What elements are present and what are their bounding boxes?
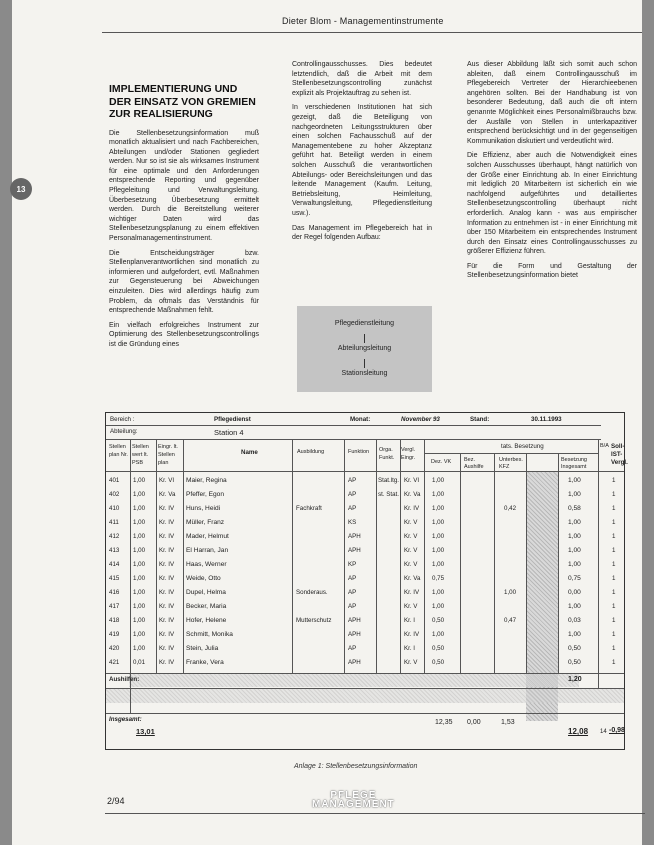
cell-name: Haas, Werner xyxy=(186,561,227,568)
cell-dez: 0,50 xyxy=(432,659,445,666)
cell-vergl: Kr. I xyxy=(404,617,416,624)
cell-name: Maier, Regina xyxy=(186,477,227,484)
cell-flag: 1 xyxy=(612,659,616,666)
diagram-connector xyxy=(364,359,365,368)
footer-rule xyxy=(105,813,645,814)
cell-name: Becker, Maria xyxy=(186,603,227,610)
cell-funkt: AP xyxy=(348,603,357,610)
monat-label: Monat: xyxy=(350,416,371,423)
cell-eingr: Kr. IV xyxy=(159,631,175,638)
cell-vergl: Kr. V xyxy=(404,603,418,610)
cell-vergl: Kr. V xyxy=(404,533,418,540)
cell-vergl: Kr. V xyxy=(404,519,418,526)
col-header-ausbildung: Ausbildung xyxy=(297,449,325,455)
cell-flag: 1 xyxy=(612,477,616,484)
cell-name: El Harran, Jan xyxy=(186,547,229,554)
cell-funkt: AP xyxy=(348,645,357,652)
abteilung-value: Station 4 xyxy=(214,428,244,437)
cell-flag: 1 xyxy=(612,603,616,610)
cell-eingr: Kr. IV xyxy=(159,589,175,596)
header-rule xyxy=(102,32,642,33)
cell-dez: 1,00 xyxy=(432,491,445,498)
cell-nr: 414 xyxy=(109,561,120,568)
cell-wert: 0,01 xyxy=(133,659,146,666)
cell-funkt: APH xyxy=(348,547,361,554)
cell-nr: 420 xyxy=(109,645,120,652)
cell-ins: 1,00 xyxy=(568,533,581,540)
cell-ins: 0,03 xyxy=(568,617,581,624)
cell-funkt: APH xyxy=(348,659,361,666)
col-header-orga: Orga. Funkt. xyxy=(379,447,395,461)
cell-funkt: APH xyxy=(348,533,361,540)
cell-vergl: Kr. VI xyxy=(404,477,420,484)
cell-unter: 0,42 xyxy=(504,505,517,512)
rule xyxy=(106,713,624,714)
insgesamt-label: Insgesamt: xyxy=(109,716,142,723)
stand-label: Stand: xyxy=(470,416,490,423)
cell-funkt: AP xyxy=(348,477,357,484)
cell-wert: 1,00 xyxy=(133,561,146,568)
cell-flag: 1 xyxy=(612,631,616,638)
cell-ins: 1,00 xyxy=(568,631,581,638)
cell-flag: 1 xyxy=(612,491,616,498)
table-row xyxy=(106,587,624,600)
col-header-vergl: Vergl. Eingr. xyxy=(401,447,416,461)
cell-dez: 1,00 xyxy=(432,477,445,484)
cell-vergl: Kr. I xyxy=(404,645,416,652)
col-header-flag: B/A xyxy=(600,443,609,449)
paragraph: Controllingausschusses. Dies bedeutet letztendlich, daß die Arbeit mit dem Stellenbesetzungscontrolling zunächst explizit als Projektauftrag zu sehen ist. xyxy=(292,61,432,97)
cell-eingr: Kr. IV xyxy=(159,519,175,526)
cell-name: Huns, Heidi xyxy=(186,505,221,512)
table-row xyxy=(106,601,624,614)
cell-wert: 1,00 xyxy=(133,477,146,484)
rule xyxy=(106,673,624,674)
insgesamt-stellenwert: 13,01 xyxy=(136,727,155,736)
stand-value: 30.11.1993 xyxy=(531,416,562,423)
cell-ins: 1,00 xyxy=(568,561,581,568)
cell-dez: 1,00 xyxy=(432,533,445,540)
figure-caption: Anlage 1: Stellenbesetzungsinformation xyxy=(294,763,418,770)
bereich-value: Pflegedienst xyxy=(214,416,251,423)
col-header-stellenplan: Stellen plan Nr. xyxy=(109,444,128,458)
cell-dez: 1,00 xyxy=(432,603,445,610)
sum-bez: 0,00 xyxy=(467,719,481,726)
cell-wert: 1,00 xyxy=(133,575,146,582)
diagram-node-bottom: Stationsleitung xyxy=(341,370,388,377)
aushilfen-value: 1,20 xyxy=(568,676,582,683)
column-2 xyxy=(292,60,432,248)
table-row xyxy=(106,503,624,516)
cell-wert: 1,00 xyxy=(133,533,146,540)
sub-header-insgesamt: Besetzung Insgesamt xyxy=(561,457,587,470)
cell-nr: 415 xyxy=(109,575,120,582)
shaded-aushilfen-row xyxy=(129,673,579,687)
cell-funkt: KP xyxy=(348,561,357,568)
cell-ins: 1,00 xyxy=(568,519,581,526)
monat-value: November 93 xyxy=(401,416,440,423)
sum-flag: 14 xyxy=(600,729,607,735)
col-header-besetzung: tats. Besetzung xyxy=(501,443,544,450)
table-row xyxy=(106,531,624,544)
cell-dez: 1,00 xyxy=(432,561,445,568)
paragraph: Das Management im Pflegebereich hat in der Regel folgenden Aufbau: xyxy=(292,224,432,242)
sum-dez: 12,35 xyxy=(435,719,453,726)
cell-ins: 1,00 xyxy=(568,477,581,484)
diagram-node-top: Pflegedienstleitung xyxy=(334,320,395,327)
cell-nr: 417 xyxy=(109,603,120,610)
cell-name: Mader, Helmut xyxy=(186,533,229,540)
cell-flag: 1 xyxy=(612,533,616,540)
cell-unter: 1,00 xyxy=(504,589,517,596)
sub-header-unter: Unterbes. KFZ xyxy=(499,457,523,470)
paragraph: Die Effizienz, aber auch die Notwendigkeit eines solchen Ausschusses überhaupt, hängt natürlich von der Größe einer Einrichtung ab. In einer Einrichtung mit lediglich 20 Mitarbeitern ist sicherlich ein wie nachfolgend aufgeführtes und detailliertes Stellenbesetzungscontrolling überhaupt nicht erforderlich. Analog kann - was aus empirischer Information zu entnehmen ist - in einer Einrichtung mit über 150 Mitarbeitern ein entsprechendes Instrument durch den Einsatz eines Controllingausschusses zu größerer Effizienz führen. xyxy=(467,152,637,256)
cell-flag: 1 xyxy=(612,561,616,568)
cell-ins: 1,00 xyxy=(568,491,581,498)
table-row xyxy=(106,629,624,642)
cell-flag: 1 xyxy=(612,505,616,512)
cell-nr: 402 xyxy=(109,491,120,498)
cell-eingr: Kr. IV xyxy=(159,645,175,652)
bereich-label: Bereich : xyxy=(110,416,135,423)
paragraph: Die Entscheidungsträger bzw. Stellenplanverantwortlichen sind monatlich zu informieren und aufgefordert, evtl. Maßnahmen zur Gegensteuerung bei Abweichungen einzuleiten. Dies wird allerdings häufig zum Problem, da oftmals das Verständnis für entsprechende Maßnahmen fehlt. xyxy=(109,249,259,315)
cell-ins: 0,50 xyxy=(568,659,581,666)
cell-flag: 1 xyxy=(612,589,616,596)
paragraph: Für die Form und Gestaltung der Stellenbesetzungsinformation bietet xyxy=(467,262,637,280)
cell-vergl: Kr. V xyxy=(404,659,418,666)
column-3 xyxy=(467,60,637,286)
cell-vergl: Kr. V xyxy=(404,547,418,554)
cell-eingr: Kr. VI xyxy=(159,477,175,484)
cell-wert: 1,00 xyxy=(133,491,146,498)
table-row xyxy=(106,643,624,656)
cell-funkt: AP xyxy=(348,491,357,498)
cell-vergl: Kr. Va xyxy=(404,575,421,582)
cell-name: Dupel, Helma xyxy=(186,589,226,596)
cell-ausb: Fachkraft xyxy=(296,505,322,512)
cell-orga: Stat.ltg. xyxy=(378,477,399,484)
folio: 2/94 xyxy=(107,796,125,806)
abteilung-label: Abteilung: xyxy=(110,428,138,435)
cell-eingr: Kr. IV xyxy=(159,659,175,666)
cell-dez: 1,00 xyxy=(432,631,445,638)
cell-nr: 418 xyxy=(109,617,120,624)
cell-vergl: Kr. V xyxy=(404,561,418,568)
cell-vergl: Kr. IV xyxy=(404,505,420,512)
cell-name: Müller, Franz xyxy=(186,519,225,526)
table-row xyxy=(106,475,624,488)
table-row xyxy=(106,559,624,572)
diagram-node-mid: Abteilungsleitung xyxy=(337,345,392,352)
logo-line-2: MANAGEMENT xyxy=(312,799,395,810)
cell-wert: 1,00 xyxy=(133,645,146,652)
running-head: Dieter Blom - Managementinstrumente xyxy=(282,16,444,26)
cell-vergl: Kr. IV xyxy=(404,589,420,596)
cell-unter: 0,47 xyxy=(504,617,517,624)
table-row xyxy=(106,517,624,530)
paragraph: Die Stellenbesetzungsinformation muß monatlich aktualisiert und nach Fachbereichen, Abteilungen und/oder Stationen gegliedert werden. Nur so ist sie als wirksames Instrument für eine optimale und den Anforderungen entsprechende Reporting und gegenüber Pflegeleitung und Verwaltungsleitung. Überbesetzung Überbesetzung ermittelt werden. Durch die Bereitstellung weiterer wichtiger Daten wird das Stellenbesetzungsplanung zu einem effektiven Personalmanagementinstrument. xyxy=(109,129,259,243)
cell-wert: 1,00 xyxy=(133,589,146,596)
cell-flag: 1 xyxy=(612,547,616,554)
cell-eingr: Kr. IV xyxy=(159,617,175,624)
cell-ins: 0,50 xyxy=(568,645,581,652)
cell-name: Schmitt, Monika xyxy=(186,631,233,638)
cell-name: Franke, Vera xyxy=(186,659,224,666)
page-tab-marker: 13 xyxy=(10,178,32,200)
sub-header-bez: Bez. Aushilfe xyxy=(464,457,484,470)
cell-wert: 1,00 xyxy=(133,547,146,554)
cell-nr: 419 xyxy=(109,631,120,638)
rule xyxy=(424,453,598,454)
cell-ins: 0,58 xyxy=(568,505,581,512)
hierarchy-diagram xyxy=(297,306,432,392)
cell-flag: 1 xyxy=(612,645,616,652)
cell-dez: 1,00 xyxy=(432,505,445,512)
cell-funkt: AP xyxy=(348,589,357,596)
table-row xyxy=(106,615,624,628)
shaded-separator-row xyxy=(106,689,624,703)
journal-logo xyxy=(312,791,395,809)
cell-wert: 1,00 xyxy=(133,617,146,624)
cell-nr: 416 xyxy=(109,589,120,596)
col-header-eingruppierung: Eingr. lt. Stellen plan xyxy=(158,444,178,466)
rule xyxy=(106,425,601,426)
cell-eingr: Kr. IV xyxy=(159,575,175,582)
cell-wert: 1,00 xyxy=(133,631,146,638)
col-header-funktion: Funktion xyxy=(348,449,370,455)
cell-ausb: Sonderaus. xyxy=(296,589,328,596)
cell-nr: 411 xyxy=(109,519,119,526)
cell-funkt: APH xyxy=(348,617,361,624)
cell-funkt: KS xyxy=(348,519,357,526)
table-row xyxy=(106,489,624,502)
cell-funkt: AP xyxy=(348,505,357,512)
cell-eingr: Kr. IV xyxy=(159,505,175,512)
paragraph: Ein vielfach erfolgreiches Instrument zur Optimierung des Stellenbesetzungscontrollings ist die Gründung eines xyxy=(109,321,259,348)
col-header-name: Name xyxy=(241,449,258,456)
cell-name: Stein, Julia xyxy=(186,645,219,652)
cell-flag: 1 xyxy=(612,519,616,526)
cell-name: Weide, Otto xyxy=(186,575,221,582)
cell-funkt: APH xyxy=(348,631,361,638)
cell-ins: 1,00 xyxy=(568,603,581,610)
cell-ausb: Mutterschutz xyxy=(296,617,332,624)
aushilfen-label: Aushilfen: xyxy=(109,676,140,683)
cell-dez: 0,50 xyxy=(432,617,445,624)
cell-wert: 1,00 xyxy=(133,603,146,610)
cell-ins: 1,00 xyxy=(568,547,581,554)
section-title: IMPLEMENTIERUNG UND DER EINSATZ VON GREMIEN ZUR REALISIERUNG xyxy=(109,83,256,120)
paragraph: In verschiedenen Institutionen hat sich gezeigt, daß die Beteiligung von nachgeordneten Leitungsstrukturen über einen solchen Fachausschuß auf der Managementebene zu hoher Akzeptanz geführt hat. Beteiligt werden in einem solchen Ausschuß die verantwortlichen Abteilungs- oder Bereichsleitungen und das leitende Management (Kaufm. Leitung, Betriebsleitung, Heimleitung, Verwaltungsleitung, Pflegedienstleitung usw.). xyxy=(292,104,432,217)
sub-header-dez: Dez. VK xyxy=(431,459,452,465)
cell-eingr: Kr. IV xyxy=(159,547,175,554)
cell-wert: 1,00 xyxy=(133,505,146,512)
table-row xyxy=(106,545,624,558)
document-page xyxy=(12,0,642,845)
table-row xyxy=(106,573,624,586)
column-1 xyxy=(109,83,259,355)
sum-insgesamt: 12,08 xyxy=(568,727,589,736)
cell-eingr: Kr. IV xyxy=(159,533,175,540)
sum-soll-ist: -0,98 xyxy=(609,727,625,734)
cell-dez: 0,75 xyxy=(432,575,445,582)
cell-nr: 413 xyxy=(109,547,120,554)
cell-funkt: AP xyxy=(348,575,357,582)
cell-wert: 1,00 xyxy=(133,519,146,526)
cell-vergl: Kr. Va xyxy=(404,491,421,498)
cell-dez: 1,00 xyxy=(432,589,445,596)
cell-vergl: Kr. IV xyxy=(404,631,420,638)
cell-name: Pfeffer, Egon xyxy=(186,491,225,498)
sum-unter: 1,53 xyxy=(501,719,515,726)
paragraph: Aus dieser Abbildung läßt sich somit auch schon ableiten, daß einem Controllingausschuß im Pflegebereich Vertreter der Hierarchieebenen angehören sollten. Bei der Handhabung ist von besonderer Bedeutung, daß auch die oft intern genannte Möglichkeit eines Personalmißbrauchs bzw. der Ausfälle von Stellen in unterkapazitiver entsprechend berücksichtigt und in der gegenseitigen Kommunikation diskutiert und verdeutlicht wird. xyxy=(467,61,637,145)
cell-name: Hofer, Helene xyxy=(186,617,227,624)
table-row xyxy=(106,657,624,670)
cell-flag: 1 xyxy=(612,617,616,624)
cell-nr: 421 xyxy=(109,659,120,666)
rule xyxy=(106,688,624,689)
cell-nr: 410 xyxy=(109,505,120,512)
cell-ins: 0,75 xyxy=(568,575,581,582)
col-header-stellenwert: Stellen wert lt. PSB xyxy=(132,444,149,466)
col-header-soll: Soll- IST- Vergl. xyxy=(611,443,628,466)
cell-flag: 1 xyxy=(612,575,616,582)
logo-line-1: PFLEGE xyxy=(330,790,377,801)
cell-dez: 0,50 xyxy=(432,645,445,652)
cell-eingr: Kr. IV xyxy=(159,603,175,610)
cell-orga: st. Stat. xyxy=(378,491,399,498)
staffing-form xyxy=(105,412,628,750)
cell-nr: 412 xyxy=(109,533,120,540)
cell-ins: 0,00 xyxy=(568,589,581,596)
cell-dez: 1,00 xyxy=(432,519,445,526)
cell-eingr: Kr. IV xyxy=(159,561,175,568)
cell-nr: 401 xyxy=(109,477,120,484)
diagram-connector xyxy=(364,334,365,343)
rule xyxy=(106,439,601,440)
cell-eingr: Kr. Va xyxy=(159,491,176,498)
cell-dez: 1,00 xyxy=(432,547,445,554)
